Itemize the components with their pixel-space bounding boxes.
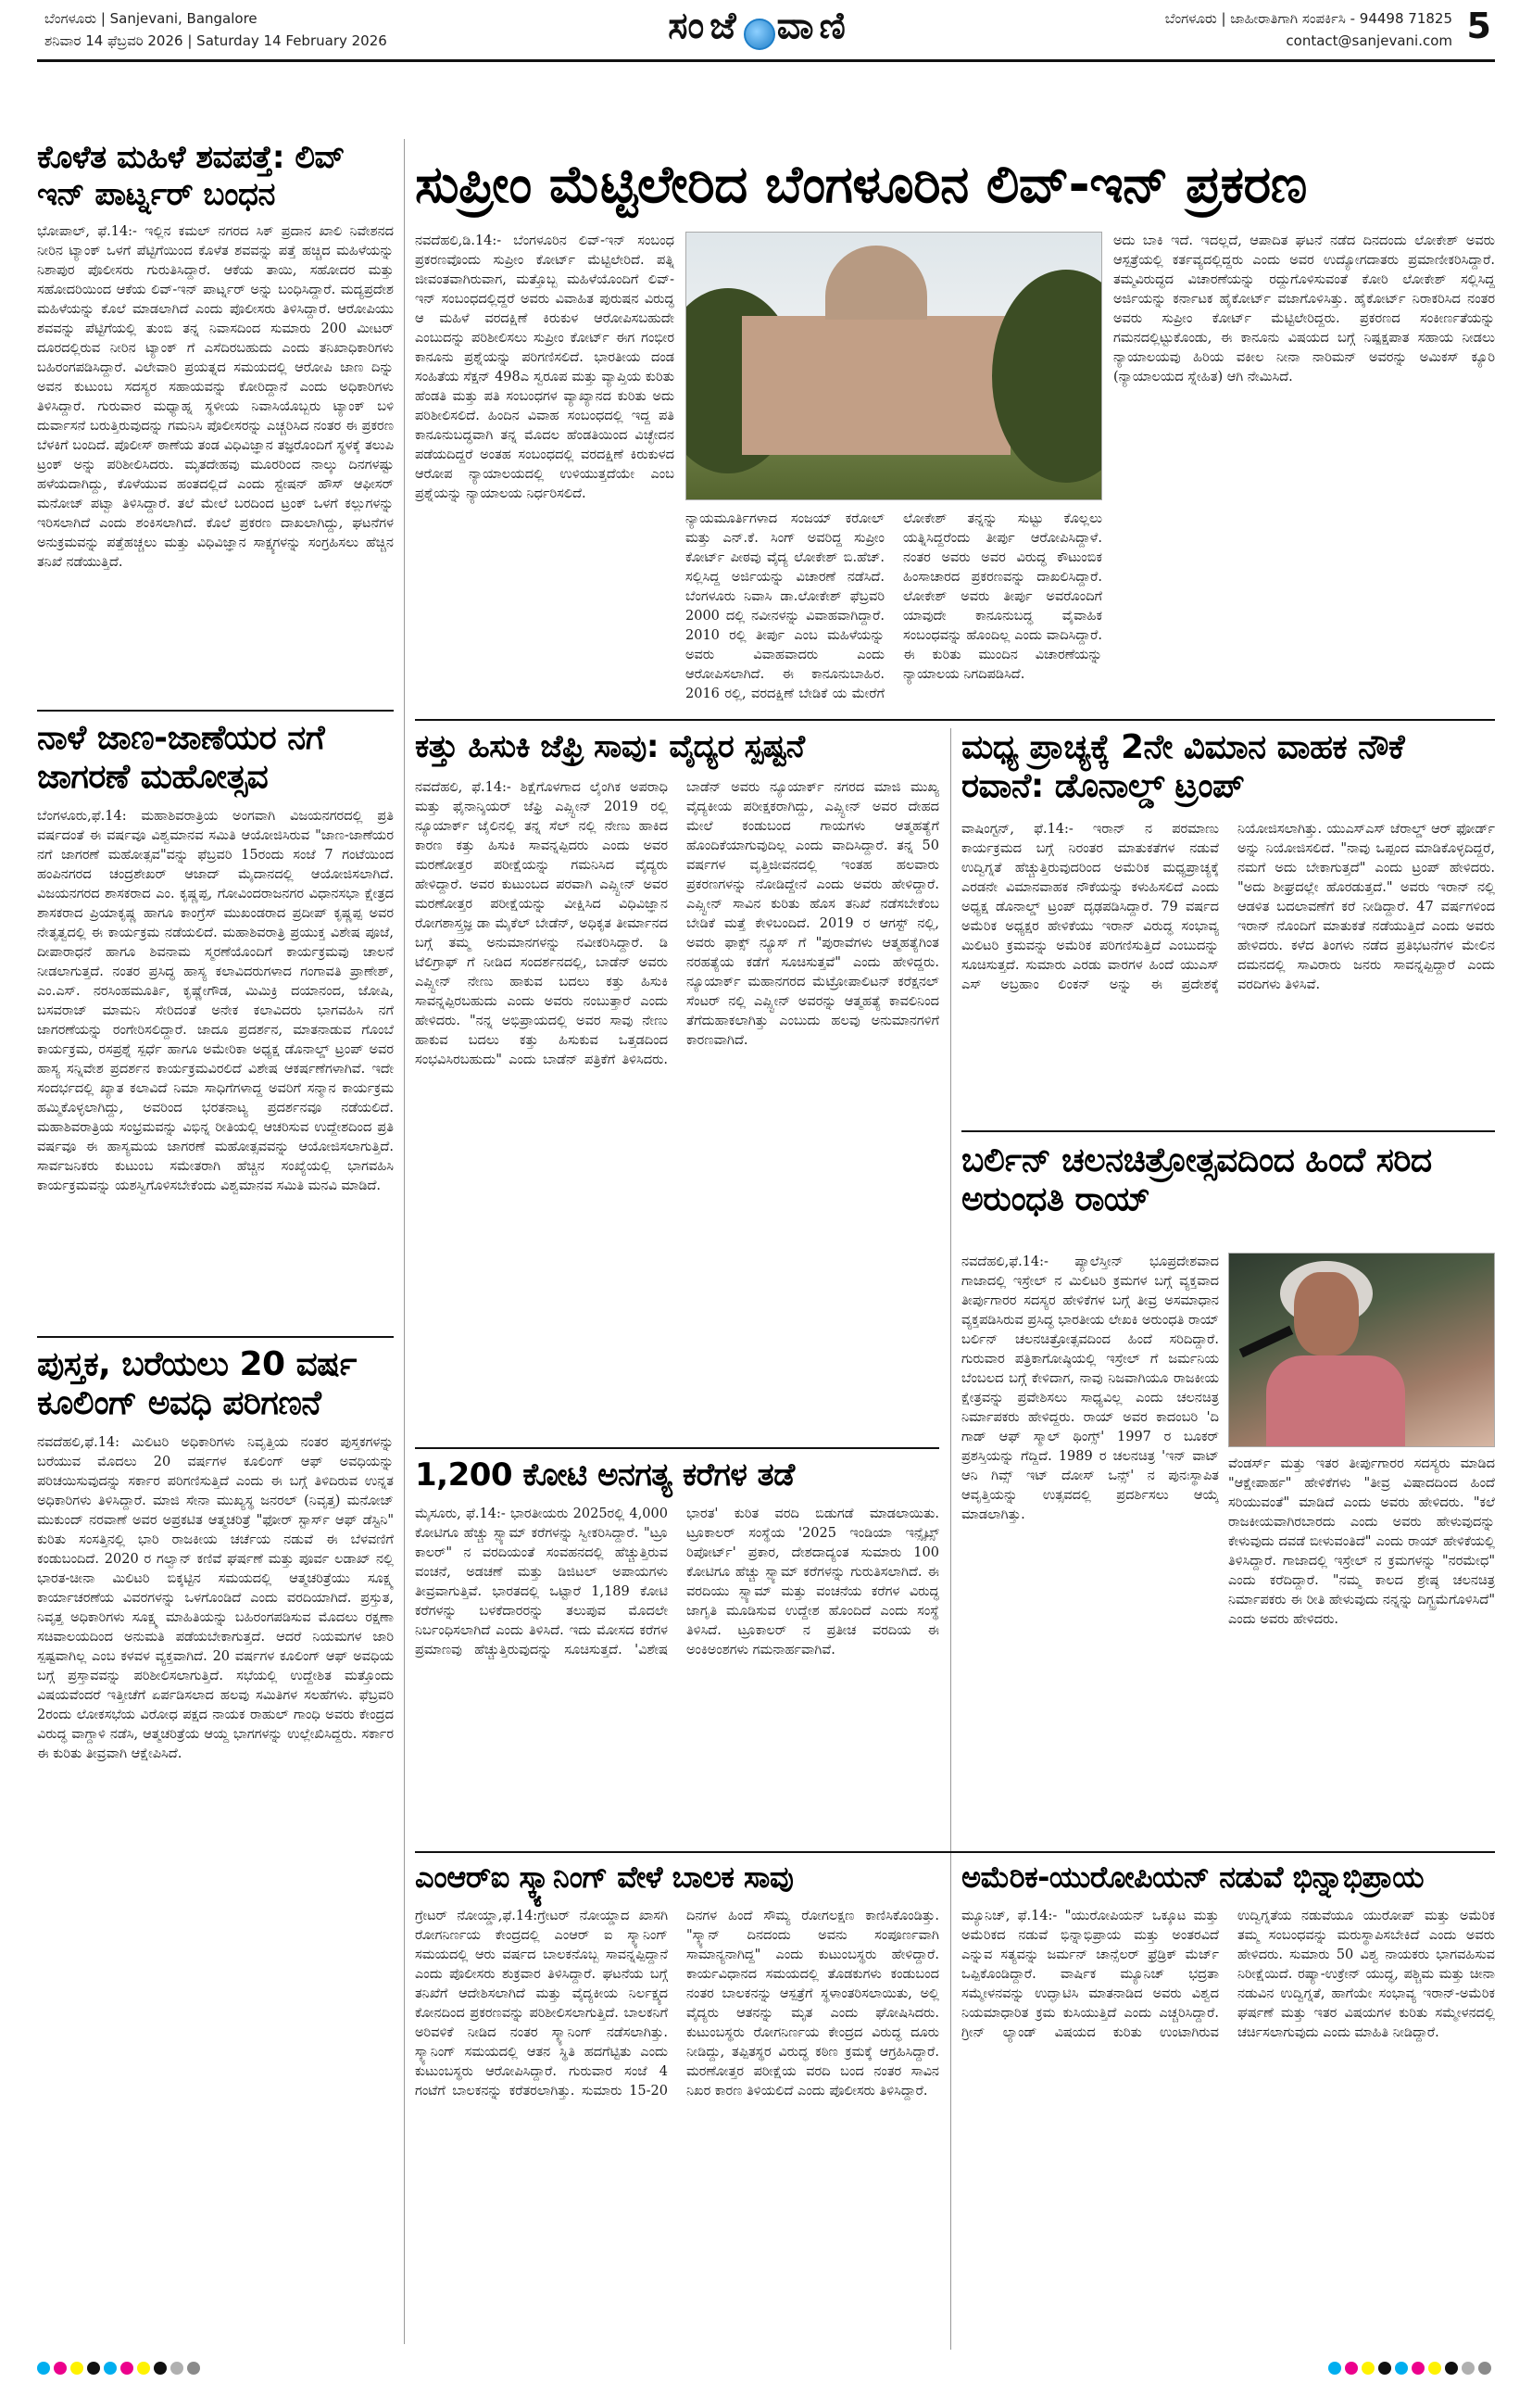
article-arundhati-headline bbox=[961, 1141, 1495, 1253]
headline: ಬರ್ಲಿನ್ ಚಲನಚಿತ್ರೋತ್ಸವದಿಂದ ಹಿಂದೆ ಸರಿದ ಅರುಂಧತಿ ರಾಯ್ bbox=[961, 1141, 1432, 1219]
masthead-rule bbox=[37, 59, 1495, 62]
divider bbox=[961, 1130, 1495, 1132]
article-live-in-col3 bbox=[1113, 232, 1495, 713]
article-calls bbox=[415, 1456, 939, 1846]
registration-dot bbox=[1345, 2362, 1358, 2375]
contact-email[interactable]: contact@sanjevani.com bbox=[1286, 32, 1452, 49]
registration-dot bbox=[137, 2362, 150, 2375]
article-body: ಮೈಸೂರು, ಫೆ.14:- ಭಾರತೀಯರು 2025ರಲ್ಲಿ 4,000 ಕೋಟಿಗೂ ಹೆಚ್ಚು ಸ್ಪ್ಯಾಮ್ ಕರೆಗಳನ್ನು ಸ್ವೀಕರಿಸಿದ್ದಾರೆ. "ಟ್ರೂ ಕಾಲರ್" ನ ವರದಿಯಂತೆ ಸಂವಹನದಲ್ಲಿ ಹೆಚ್ಚುತ್ತಿರುವ ವಂಚನೆ, ಅಡಚಣೆ ಮತ್ತು ಡಿಜಿಟಲ್ ಅಪಾಯಗಳು ತೀವ್ರವಾಗುತ್ತಿವೆ. ಭಾರತದಲ್ಲಿ ಒಟ್ಟಾರೆ 1,189 ಕೋಟಿ ಕರೆಗಳನ್ನು ಬಳಕೆದಾರರನ್ನು ತಲುಪುವ ಮೊದಲೇ ನಿರ್ಬಂಧಿಸಲಾಗಿದೆ ಎಂದು ತಿಳಿಸಿದೆ. ಇದು ಮೋಸದ ಕರೆಗಳ ಪ್ರಮಾಣವು ಹೆಚ್ಚುತ್ತಿರುವುದನ್ನು ಸೂಚಿಸುತ್ತದೆ. 'ವಿಶೇಷ ಭಾರತ' ಕುರಿತ ವರದಿ ಬಿಡುಗಡೆ ಮಾಡಲಾಯಿತು. ಟ್ರೂಕಾಲರ್ ಸಂಸ್ಥೆಯ '2025 ಇಂಡಿಯಾ ಇನ್ಸೈಟ್ಸ್ ರಿಪೋರ್ಟ್' ಪ್ರಕಾರ, ದೇಶದಾದ್ಯಂತ ಸುಮಾರು 100 ಕೋಟಿಗೂ ಹೆಚ್ಚು ಸ್ಪ್ಯಾಮ್ ಕರೆಗಳನ್ನು ಗುರುತಿಸಲಾಗಿದೆ. ಈ ವರದಿಯು ಸ್ಪ್ಯಾಮ್ ಮತ್ತು ವಂಚನೆಯ ಕರೆಗಳ ವಿರುದ್ಧ ಜಾಗೃತಿ ಮೂಡಿಸುವ ಉದ್ದೇಶ ಹೊಂದಿದೆ ಎಂದು ಸಂಸ್ಥೆ ತಿಳಿಸಿದೆ. ಟ್ರೂಕಾಲರ್ ನ ಪ್ರತೀಚ ವರದಿಯ ಈ ಅಂಕಿಅಂಶಗಳು ಗಮನಾರ್ಹವಾಗಿವೆ. bbox=[415, 1507, 939, 1658]
headline: ಕೊಳೆತ ಮಹಿಳೆ ಶವಪತ್ತೆ: ಲಿವ್ ಇನ್ ಪಾರ್ಟ್ನರ್ ಬಂಧನ bbox=[37, 139, 345, 214]
divider bbox=[37, 1336, 394, 1338]
article-body: ಅದು ಬಾಕಿ ಇದೆ. ಇದಲ್ಲದೆ, ಆಪಾದಿತ ಘಟನೆ ನಡೆದ ದಿನದಂದು ಲೋಕೇಶ್ ಅವರು ಆಸ್ಪತ್ರೆಯಲ್ಲಿ ಕರ್ತವ್ಯದಲ್ಲಿದ್ದರು ಎಂದು ಅವರ ಉದ್ಯೋಗದಾತರು ಪ್ರಮಾಣೀಕರಿಸಿದ್ದಾರೆ. ತಮ್ಮವಿರುದ್ಧದ ವಿಚಾರಣೆಯನ್ನು ರದ್ದುಗೊಳಿಸುವಂತೆ ಕೋರಿ ಲೋಕೇಶ್ ಸಲ್ಲಿಸಿದ್ದ ಅರ್ಜಿಯನ್ನು ಕರ್ನಾಟಕ ಹೈಕೋರ್ಟ್ ವಜಾಗೊಳಿಸಿತ್ತು. ಹೈಕೋರ್ಟ್ ನಿರಾಕರಿಸಿದ ನಂತರ ಅವರು ಸುಪ್ರೀಂ ಕೋರ್ಟ್ ಮೆಟ್ಟಿಲೇರಿದ್ದರು. ಪ್ರಕರಣದ ಸಂಕೀರ್ಣತೆಯನ್ನು ಗಮನದಲ್ಲಿಟ್ಟುಕೊಂಡು, ಈ ಕಾನೂನು ವಿಷಯದ ಬಗ್ಗೆ ನಿಷ್ಪಕ್ಷಪಾತ ಸಹಾಯ ನೀಡಲು ನ್ಯಾಯಾಲಯವು ಹಿರಿಯ ವಕೀಲ ನೀನಾ ನಾರಿಮನ್ ಅವರನ್ನು ಅಮಿಕಸ್ ಕ್ಯೂರಿ (ನ್ಯಾಯಾಲಯದ ಸ್ನೇಹಿತ) ಆಗಿ ನೇಮಿಸಿದೆ. bbox=[1113, 233, 1495, 385]
divider bbox=[415, 1851, 1495, 1853]
article-body: ನವದೆಹಲಿ, ಫೆ.14:- ಶಿಕ್ಷೆಗೊಳಗಾದ ಲೈಂಗಿಕ ಅಪರಾಧಿ ಮತ್ತು ಫೈನಾನ್ಶಿಯರ್ ಜೆಫ್ರಿ ಎಪ್ಸ್ಟೀನ್ 2019 ರಲ್ಲಿ ನ್ಯೂಯಾರ್ಕ್ ಜೈಲಿನಲ್ಲಿ ತನ್ನ ಸೆಲ್ ನಲ್ಲಿ ನೇಣು ಹಾಕಿದ ಕಾರಣ ಕತ್ತು ಹಿಸುಕಿ ಸಾವನ್ನಪ್ಪಿದರು ಎಂದು ಅವರ ಮರಣೋತ್ತರ ಪರೀಕ್ಷೆಯನ್ನು ಗಮನಿಸಿದ ವೈದ್ಯರು ಹೇಳಿದ್ದಾರೆ. ಅವರ ಕುಟುಂಬದ ಪರವಾಗಿ ಎಪ್ಸ್ಟೀನ್ ಅವರ ಮರಣೋತ್ತರ ಪರೀಕ್ಷೆಯನ್ನು ವೀಕ್ಷಿಸಿದ ವಿಧಿವಿಜ್ಞಾನ ರೋಗಶಾಸ್ತ್ರಜ್ಞ ಡಾ ಮೈಕೆಲ್ ಬೇಡೆನ್, ಅಧಿಕೃತ ತೀರ್ಮಾನದ ಬಗ್ಗೆ ತಮ್ಮ ಅನುಮಾನಗಳನ್ನು ನವೀಕರಿಸಿದ್ದಾರೆ. ಡಿ ಟೆಲಿಗ್ರಾಫ್ ಗೆ ನೀಡಿದ ಸಂದರ್ಶನದಲ್ಲಿ, ಬಾಡೆನ್ ಅವರು ಎಪ್ಸ್ಟೀನ್ ನೇಣು ಹಾಕುವ ಬದಲು ಕತ್ತು ಹಿಸುಕಿ ಸಾವನ್ನಪ್ಪಿರಬಹುದು ಎಂದು ಅವರು ನಂಬುತ್ತಾರೆ ಎಂದು ಹೇಳಿದರು. "ನನ್ನ ಅಭಿಪ್ರಾಯದಲ್ಲಿ ಅವರ ಸಾವು ನೇಣು ಹಾಕುವ ಬದಲು ಕತ್ತು ಹಿಸುಕುವ ಒತ್ತಡದಿಂದ ಸಂಭವಿಸಿರಬಹುದು" ಎಂದು ಬಾಡೆನ್ ಪತ್ರಿಕೆಗೆ ತಿಳಿಸಿದರು. ಬಾಡೆನ್ ಅವರು ನ್ಯೂಯಾರ್ಕ್ ನಗರದ ಮಾಜಿ ಮುಖ್ಯ ವೈದ್ಯಕೀಯ ಪರೀಕ್ಷಕರಾಗಿದ್ದು, ಎಪ್ಸ್ಟೀನ್ ಅವರ ದೇಹದ ಮೇಲೆ ಕಂಡುಬಂದ ಗಾಯಗಳು ಆತ್ಮಹತ್ಯೆಗೆ ಹೊಂದಿಕೆಯಾಗುವುದಿಲ್ಲ ಎಂದು ವಾದಿಸಿದ್ದಾರೆ. ತನ್ನ 50 ವರ್ಷಗಳ ವೃತ್ತಿಜೀವನದಲ್ಲಿ ಇಂತಹ ಹಲವಾರು ಪ್ರಕರಣಗಳನ್ನು ನೋಡಿದ್ದೇನೆ ಎಂದು ಅವರು ಹೇಳಿದ್ದಾರೆ. ಎಪ್ಸ್ಟೀನ್ ಸಾವಿನ ಕುರಿತು ಹೊಸ ತನಿಖೆ ನಡೆಸಬೇಕೆಂಬ ಬೇಡಿಕೆ ಮತ್ತೆ ಕೇಳಿಬಂದಿದೆ. 2019 ರ ಆಗಸ್ಟ್ ನಲ್ಲಿ, ಅವರು ಫಾಕ್ಸ್ ನ್ಯೂಸ್ ಗೆ "ಪುರಾವೆಗಳು ಆತ್ಮಹತ್ಯೆಗಿಂತ ನರಹತ್ಯೆಯ ಕಡೆಗೆ ಸೂಚಿಸುತ್ತವೆ" ಎಂದು ಹೇಳಿದ್ದರು. ನ್ಯೂಯಾರ್ಕ್ ಮಹಾನಗರದ ಮೆಟ್ರೋಪಾಲಿಟನ್ ಕರೆಕ್ಷನಲ್ ಸೆಂಟರ್ ನಲ್ಲಿ ಎಪ್ಸ್ಟೀನ್ ಅವರನ್ನು ಆತ್ಮಹತ್ಯೆ ಕಾವಲಿನಿಂದ ತೆಗೆದುಹಾಕಲಾಗಿತ್ತು ಎಂಬುದು ಹಲವು ಅನುಮಾನಗಳಿಗೆ ಕಾರಣವಾಗಿದೆ. bbox=[415, 780, 939, 1068]
article-arundhati-col1 bbox=[961, 1253, 1219, 1846]
arundhati-roy-photo bbox=[1228, 1253, 1495, 1447]
article-books bbox=[37, 1345, 394, 2346]
article-body: ನವದೆಹಲಿ,ಫೆ.14:- ಪ್ಯಾಲೆಸ್ತೀನ್ ಭೂಪ್ರದೇಶವಾದ ಗಾಜಾದಲ್ಲಿ ಇಸ್ರೇಲ್ ನ ಮಿಲಿಟರಿ ಕ್ರಮಗಳ ಬಗ್ಗೆ ವ್ಯಕ್ತವಾದ ತೀರ್ಪುಗಾರರ ಸದಸ್ಯರ ಹೇಳಿಕೆಗಳ ಬಗ್ಗೆ ತೀವ್ರ ಅಸಮಾಧಾನ ವ್ಯಕ್ತಪಡಿಸಿರುವ ಪ್ರಸಿದ್ಧ ಭಾರತೀಯ ಲೇಖಕಿ ಅರುಂಧತಿ ರಾಯ್ ಬರ್ಲಿನ್ ಚಲನಚಿತ್ರೋತ್ಸವದಿಂದ ಹಿಂದೆ ಸರಿದಿದ್ದಾರೆ. ಗುರುವಾರ ಪತ್ರಿಕಾಗೋಷ್ಠಿಯಲ್ಲಿ ಇಸ್ರೇಲ್ ಗೆ ಜರ್ಮನಿಯ ಬೆಂಬಲದ ಬಗ್ಗೆ ಕೇಳಿದಾಗ, ನಾವು ನಿಜವಾಗಿಯೂ ರಾಜಕೀಯ ಕ್ಷೇತ್ರವನ್ನು ಪ್ರವೇಶಿಸಲು ಸಾಧ್ಯವಿಲ್ಲ ಎಂದು ಚಲನಚಿತ್ರ ನಿರ್ಮಾಪಕರು ಹೇಳಿದ್ದರು. ರಾಯ್ ಅವರ ಕಾದಂಬರಿ 'ದಿ ಗಾಡ್ ಆಫ್ ಸ್ಮಾಲ್ ಥಿಂಗ್ಸ್' 1997 ರ ಬೂಕರ್ ಪ್ರಶಸ್ತಿಯನ್ನು ಗೆದ್ದಿದೆ. 1989 ರ ಚಲನಚಿತ್ರ 'ಇನ್ ವಾಟ್ ಆನಿ ಗಿವ್ಸ್ ಇಟ್ ದೋಸ್ ಒನ್ಸ್' ನ ಪುನಃಸ್ಥಾಪಿತ ಆವೃತ್ತಿಯನ್ನು ಉತ್ಸವದಲ್ಲಿ ಪ್ರದರ್ಶಿಸಲು ಆಯ್ಕೆ ಮಾಡಲಾಗಿತ್ತು. bbox=[961, 1254, 1219, 1522]
article-arundhati-col2 bbox=[1228, 1455, 1495, 1846]
article-live-in-col1 bbox=[415, 232, 674, 713]
headline: ಕತ್ತು ಹಿಸುಕಿ ಜೆಫ್ರಿ ಸಾವು: ವೈದ್ಯರ ಸ್ಪಷ್ಟನೆ bbox=[415, 728, 805, 765]
article-body: ನವದೆಹಲಿ,ಡಿ.14:- ಬೆಂಗಳೂರಿನ ಲಿವ್-ಇನ್ ಸಂಬಂಧ ಪ್ರಕರಣವೊಂದು ಸುಪ್ರೀಂ ಕೋರ್ಟ್ ಮೆಟ್ಟಿಲೇರಿದೆ. ಪತ್ನಿ ಜೀವಂತವಾಗಿರುವಾಗ, ಮತ್ತೊಬ್ಬ ಮಹಿಳೆಯೊಂದಿಗೆ ಲಿವ್-ಇನ್ ಸಂಬಂಧದಲ್ಲಿದ್ದರೆ ಅವರು ವಿವಾಹಿತ ಪುರುಷನ ವಿರುದ್ಧ ಆ ಮಹಿಳೆ ವರದಕ್ಷಿಣೆ ಕಿರುಕುಳ ಆರೋಪಿಸಬಹುದೇ ಎಂಬುದನ್ನು ಪರಿಶೀಲಿಸಲು ಸುಪ್ರೀಂ ಕೋರ್ಟ್ ಈಗ ಗಂಭೀರ ಕಾನೂನು ಪ್ರಶ್ನೆಯನ್ನು ಪರಿಗಣಿಸಲಿದೆ. ಭಾರತೀಯ ದಂಡ ಸಂಹಿತೆಯ ಸೆಕ್ಷನ್ 498ಎ ಸ್ವರೂಪ ಮತ್ತು ವ್ಯಾಪ್ತಿಯ ಕುರಿತು ಹೆಂಡತಿ ಮತ್ತು ಪತಿ ಸಂಬಂಧಗಳ ವ್ಯಾಖ್ಯಾನದ ಕುರಿತು ಅದು ಪರಿಶೀಲಿಸಲಿದೆ. ಹಿಂದಿನ ವಿವಾಹ ಸಂಬಂಧದಲ್ಲಿ ಇದ್ದ ಪತಿ ಕಾನೂನುಬದ್ಧವಾಗಿ ತನ್ನ ಮೊದಲ ಹೆಂಡತಿಯಿಂದ ವಿಚ್ಛೇದನ ಪಡೆಯದಿದ್ದರೆ ಅಂತಹ ಸಂಬಂಧದಲ್ಲಿ ವರದಕ್ಷಿಣೆ ಕಿರುಕುಳದ ಆರೋಪ ನ್ಯಾಯಾಲಯದಲ್ಲಿ ಉಳಿಯುತ್ತದೆಯೇ ಎಂಬ ಪ್ರಶ್ನೆಯನ್ನು ನ್ಯಾಯಾಲಯ ನಿರ್ಧರಿಸಲಿದೆ. bbox=[415, 233, 674, 501]
color-registration-right bbox=[1328, 2361, 1495, 2378]
page-number: 5 bbox=[1466, 6, 1491, 46]
divider bbox=[415, 1447, 939, 1449]
registration-dot bbox=[187, 2362, 200, 2375]
article-jeffrey bbox=[415, 728, 939, 1442]
registration-dot bbox=[37, 2362, 50, 2375]
registration-dot bbox=[1462, 2362, 1475, 2375]
registration-dot bbox=[104, 2362, 117, 2375]
registration-dot bbox=[1445, 2362, 1458, 2375]
city-label: ಬೆಂಗಳೂರು bbox=[44, 10, 97, 27]
headline: 1,200 ಕೋಟಿ ಅನಗತ್ಯ ಕರೆಗಳ ತಡೆ bbox=[415, 1456, 795, 1494]
article-body: ಭೋಪಾಲ್, ಫೆ.14:- ಇಲ್ಲಿನ ಕಮಲ್ ನಗರದ ಸಿಕ್ ಪ್ರದಾನ ಖಾಲಿ ನಿವೇಶನದ ನೀರಿನ ಟ್ಯಾಂಕ್ ಒಳಗೆ ಪೆಟ್ಟಿಗೆಯಿಂದ ಕೊಳೆತ ಶವವನ್ನು ಪತ್ತೆ ಹಚ್ಚಿದ ಮಹಿಳೆಯನ್ನು ನಿಶಾಪುರ ಪೊಲೀಸರು ಗುರುತಿಸಿದ್ದಾರೆ. ಆಕೆಯ ತಾಯಿ, ಸಹೋದರ ಮತ್ತು ಸಹೋದರಿಯಿಂದ ಆಕೆಯ ಲಿವ್-ಇನ್ ಪಾರ್ಟ್ನರ್ ಅನ್ನು ಬಂಧಿಸಿದ್ದಾರೆ. ಮದ್ಯಪ್ರದೇಶ ಮಹಿಳೆಯನ್ನು ಕೊಲೆ ಮಾಡಲಾಗಿದೆ ಎಂದು ಪೊಲೀಸರು ತಿಳಿಸಿದ್ದಾರೆ. ಆರೋಪಿಯು ಶವವನ್ನು ಪೆಟ್ಟಿಗೆಯಲ್ಲಿ ತುಂಬಿ ತನ್ನ ನಿವಾಸದಿಂದ ಸುಮಾರು 200 ಮೀಟರ್ ದೂರದಲ್ಲಿರುವ ನೀರಿನ ಟ್ಯಾಂಕ್ ಗೆ ಎಸೆದಿರಬಹುದು ಎಂದು ತನಿಖಾಧಿಕಾರಿಗಳು ಬಹಿರಂಗಪಡಿಸಿದ್ದಾರೆ. ವಿಲೇವಾರಿ ಪ್ರಯತ್ನದ ಸಮಯದಲ್ಲಿ ಆರೋಪಿ ಜಾಣ ದಿನ್ನು ಅವನ ಕುಟುಂಬ ಸದಸ್ಯರ ಸಹಾಯವನ್ನು ಕೋರಿದ್ದಾನೆ ಎಂದು ಅಧಿಕಾರಿಗಳು ತಿಳಿಸಿದ್ದಾರೆ. ಗುರುವಾರ ಮಧ್ಯಾಹ್ನ ಸ್ಥಳೀಯ ನಿವಾಸಿಯೊಬ್ಬರು ಟ್ಯಾಂಕ್ ಬಳಿ ದುರ್ವಾಸನೆ ಬರುತ್ತಿರುವುದನ್ನು ಗಮನಿಸಿ ಪೊಲೀಸರನ್ನು ಎಚ್ಚರಿಸಿದ ನಂತರ ಈ ಪ್ರಕರಣ ಬೆಳಕಿಗೆ ಬಂದಿದೆ. ಪೊಲೀಸ್ ಠಾಣೆಯ ತಂಡ ವಿಧಿವಿಜ್ಞಾನ ತಜ್ಞರೊಂದಿಗೆ ಸ್ಥಳಕ್ಕೆ ತಲುಪಿ ಟ್ರಂಕ್ ಅನ್ನು ಪರಿಶೀಲಿಸಿದರು. ಮೃತದೇಹವು ಮೂರರಿಂದ ನಾಲ್ಕು ದಿನಗಳಷ್ಟು ಹಳೆಯದಾಗಿದ್ದು, ಕೊಳೆಯುವ ಹಂತದಲ್ಲಿದೆ ಎಂದು ಸ್ಟೇಷನ್ ಹೌಸ್ ಆಫೀಸರ್ ಮನೋಜ್ ಪಟ್ವಾ ತಿಳಿಸಿದ್ದಾರೆ. ತಲೆ ಮೇಲೆ ಬರದಿಂದ ಟ್ರಂಕ್ ಒಳಗೆ ಕಲ್ಲುಗಳನ್ನು ಇರಿಸಲಾಗಿದೆ ಎಂದು ಶಂಕಿಸಲಾಗಿದೆ. ಕೊಲೆ ಪ್ರಕರಣ ದಾಖಲಾಗಿದ್ದು, ಘಟನೆಗಳ ಅನುಕ್ರಮವನ್ನು ಪತ್ತೆಹಚ್ಚಲು ಮತ್ತು ವಿಧಿವಿಜ್ಞಾನ ಸಾಕ್ಷ್ಯಗಳನ್ನು ಸಂಗ್ರಹಿಸಲು ಹೆಚ್ಚಿನ ತನಿಖೆ ನಡೆಯುತ್ತಿದೆ. bbox=[37, 224, 394, 571]
headline: ಪುಸ್ತಕ, ಬರೆಯಲು 20 ವರ್ಷ ಕೂಲಿಂಗ್ ಅವಧಿ ಪರಿಗಣನೆ bbox=[37, 1345, 357, 1423]
microphone-icon bbox=[1239, 1326, 1294, 1357]
divider bbox=[37, 710, 394, 712]
headline: ಅಮೆರಿಕ-ಯುರೋಪಿಯನ್ ನಡುವೆ ಭಿನ್ನಾಭಿಪ್ರಾಯ bbox=[961, 1860, 1424, 1895]
headline: ಮಧ್ಯ ಪ್ರಾಚ್ಯಕ್ಕೆ 2ನೇ ವಿಮಾನ ವಾಹಕ ನೌಕೆ ರವಾನೆ: ಡೊನಾಲ್ಡ್ ಟ್ರಂಪ್ bbox=[961, 728, 1405, 806]
face-shape bbox=[1294, 1272, 1359, 1355]
column-rule bbox=[950, 728, 951, 2350]
date-english: | Saturday 14 February 2026 bbox=[187, 32, 387, 49]
masthead-left bbox=[44, 7, 387, 52]
lead-headline-area bbox=[415, 139, 1495, 232]
article-body: ನವದೆಹಲಿ,ಫೆ.14: ಮಿಲಿಟರಿ ಅಧಿಕಾರಿಗಳು ನಿವೃತ್ತಿಯ ನಂತರ ಪುಸ್ತಕಗಳನ್ನು ಬರೆಯುವ ಮೊದಲು 20 ವರ್ಷಗಳ ಕೂಲಿಂಗ್ ಆಫ್ ಅವಧಿಯನ್ನು ಪರಿಚಯಿಸುವುದನ್ನು ಸರ್ಕಾರ ಪರಿಗಣಿಸುತ್ತಿದೆ ಎಂದು ಈ ಬಗ್ಗೆ ತಿಳಿದಿರುವ ಉನ್ನತ ಅಧಿಕಾರಿಗಳು ತಿಳಿಸಿದ್ದಾರೆ. ಮಾಜಿ ಸೇನಾ ಮುಖ್ಯಸ್ಥ ಜನರಲ್ (ನಿವೃತ್ತ) ಮನೋಜ್ ಮುಕುಂದ್ ನರವಾಣೆ ಅವರ ಅಪ್ರಕಟಿತ ಆತ್ಮಚರಿತ್ರೆ "ಫೋರ್ ಸ್ಟಾರ್ಸ್ ಆಫ್ ಡೆಸ್ಟಿನಿ" ಕುರಿತು ಸಂಸತ್ತಿನಲ್ಲಿ ಭಾರಿ ರಾಜಕೀಯ ಚರ್ಚೆಯ ನಡುವೆ ಈ ಬೆಳವಣಿಗೆ ಕಂಡುಬಂದಿದೆ. 2020 ರ ಗಲ್ವಾನ್ ಕಣಿವೆ ಘರ್ಷಣೆ ಮತ್ತು ಪೂರ್ವ ಲಡಾಖ್ ನಲ್ಲಿ ಭಾರತ-ಚೀನಾ ಮಿಲಿಟರಿ ಬಿಕ್ಕಟ್ಟಿನ ಸಮಯದಲ್ಲಿ ಆತ್ಮಚರಿತ್ರೆಯು ಸೂಕ್ಷ್ಮ ಕಾರ್ಯಾಚರಣೆಯ ವಿವರಗಳನ್ನು ಒಳಗೊಂಡಿದೆ ಎಂದು ವರದಿಯಾಗಿದೆ. ಪ್ರಸ್ತುತ, ನಿವೃತ್ತ ಅಧಿಕಾರಿಗಳು ಸೂಕ್ಷ್ಮ ಮಾಹಿತಿಯನ್ನು ಬಹಿರಂಗಪಡಿಸುವ ಮೊದಲು ರಕ್ಷಣಾ ಸಚಿವಾಲಯದಿಂದ ಅನುಮತಿ ಪಡೆಯಬೇಕಾಗುತ್ತದೆ. ಆದರೆ ನಿಯಮಗಳ ಜಾರಿ ಸ್ಪಷ್ಟವಾಗಿಲ್ಲ ಎಂಬ ಕಳವಳ ವ್ಯಕ್ತವಾಗಿದೆ. 20 ವರ್ಷಗಳ ಕೂಲಿಂಗ್ ಆಫ್ ಅವಧಿಯ ಬಗ್ಗೆ ಪ್ರಸ್ತಾವವನ್ನು ಪರಿಶೀಲಿಸಲಾಗುತ್ತಿದೆ. ಸಭೆಯಲ್ಲಿ ಉದ್ದೇಶಿತ ಮತ್ತೊಂದು ವಿಷಯವೆಂದರೆ ಇತ್ತೀಚೆಗೆ ಏರ್ಪಡಿಸಲಾದ ಹಲವು ಸಮಿತಿಗಳ ಸಲಹೆಗಳು. ಫೆಬ್ರವರಿ 2ರಂದು ಲೋಕಸಭೆಯ ವಿರೋಧ ಪಕ್ಷದ ನಾಯಕ ರಾಹುಲ್ ಗಾಂಧಿ ಅವರು ಕೇಂದ್ರದ ವಿರುದ್ಧ ವಾಗ್ದಾಳಿ ನಡೆಸಿ, ಆತ್ಮಚರಿತ್ರೆಯ ಆಯ್ದ ಭಾಗಗಳನ್ನು ಉಲ್ಲೇಖಿಸಿದ್ದರು. ಸರ್ಕಾರ ಈ ಕುರಿತು ತೀವ್ರವಾಗಿ ಆಕ್ಷೇಪಿಸಿದೆ. bbox=[37, 1434, 394, 1761]
registration-dot bbox=[120, 2362, 133, 2375]
brand-logo bbox=[519, 4, 1000, 50]
article-mri bbox=[415, 1860, 939, 2347]
paper-name: | Sanjevani, Bangalore bbox=[100, 10, 257, 27]
masthead bbox=[0, 0, 1532, 89]
article-bhopal bbox=[37, 139, 394, 704]
registration-dot bbox=[170, 2362, 183, 2375]
brand-part-1: ಸಂಜೆ bbox=[668, 4, 742, 47]
registration-dot bbox=[1478, 2362, 1491, 2375]
headline: ಎಂಆರ್‌ಐ ಸ್ಕ್ಯಾನಿಂಗ್ ವೇಳೆ ಬಾಲಕ ಸಾವು bbox=[415, 1860, 794, 1895]
headline: ನಾಳೆ ಜಾಣ-ಜಾಣೆಯರ ನಗೆ ಜಾಗರಣೆ ಮಹೋತ್ಸವ bbox=[37, 719, 325, 797]
registration-dot bbox=[154, 2362, 167, 2375]
registration-dot bbox=[1378, 2362, 1391, 2375]
registration-dot bbox=[1428, 2362, 1441, 2375]
article-body: ನ್ಯಾಯಮೂರ್ತಿಗಳಾದ ಸಂಜಯ್ ಕರೋಲ್ ಮತ್ತು ಎನ್.ಕೆ. ಸಿಂಗ್ ಅವರಿದ್ದ ಸುಪ್ರೀಂ ಕೋರ್ಟ್ ಪೀಠವು ವೈದ್ಯ ಲೋಕೇಶ್ ಬಿ.ಹೆಚ್. ಸಲ್ಲಿಸಿದ್ದ ಅರ್ಜಿಯನ್ನು ವಿಚಾರಣೆ ನಡೆಸಿದೆ. ಬೆಂಗಳೂರು ನಿವಾಸಿ ಡಾ.ಲೋಕೇಶ್ ಫೆಬ್ರವರಿ 2000 ದಲ್ಲಿ ನವೀನಳನ್ನು ವಿವಾಹವಾಗಿದ್ದಾರೆ. 2010 ರಲ್ಲಿ ತೀರ್ಪು ಎಂಬ ಮಹಿಳೆಯನ್ನು ಅವರು ವಿವಾಹವಾದರು ಎಂದು ಆರೋಪಿಸಲಾಗಿದೆ. ಈ ಕಾನೂನುಬಾಹಿರ. 2016 ರಲ್ಲಿ, ವರದಕ್ಷಿಣೆ ಬೇಡಿಕೆ ಯ ಮೇರೆಗೆ ಲೋಕೇಶ್ ತನ್ನನ್ನು ಸುಟ್ಟು ಕೊಲ್ಲಲು ಯತ್ನಿಸಿದ್ದರೆಂದು ತೀರ್ಪು ಆರೋಪಿಸಿದ್ದಾಳೆ. ನಂತರ ಅವರು ಅವರ ವಿರುದ್ಧ ಕೌಟುಂಬಿಕ ಹಿಂಸಾಚಾರದ ಪ್ರಕರಣವನ್ನು ದಾಖಲಿಸಿದ್ದಾರೆ. ಲೋಕೇಶ್ ಅವರು ತೀರ್ಪು ಅವರೊಂದಿಗೆ ಯಾವುದೇ ಕಾನೂನುಬದ್ಧ ವೈವಾಹಿಕ ಸಂಬಂಧವನ್ನು ಹೊಂದಿಲ್ಲ ಎಂದು ವಾದಿಸಿದ್ದಾರೆ. ಈ ಕುರಿತು ಮುಂದಿನ ವಿಚಾರಣೆಯನ್ನು ನ್ಯಾಯಾಲಯ ನಿಗದಿಪಡಿಸಿದೆ. bbox=[685, 511, 1102, 701]
building-shape bbox=[742, 316, 1011, 455]
masthead-right bbox=[1165, 7, 1452, 52]
globe-icon bbox=[744, 19, 775, 50]
article-body: ಬೆಂಗಳೂರು,ಫೆ.14: ಮಹಾಶಿವರಾತ್ರಿಯ ಅಂಗವಾಗಿ ವಿಜಯನಗರದಲ್ಲಿ ಪ್ರತಿ ವರ್ಷದಂತೆ ಈ ವರ್ಷವೂ ವಿಶ್ವಮಾನವ ಸಮಿತಿ ಆಯೋಜಿಸಿರುವ "ಜಾಣ-ಜಾಣೆಯರ ನಗೆ ಜಾಗರಣೆ ಮಹೋತ್ಸವ"ವನ್ನು ಫೆಬ್ರವರಿ 15ರಂದು ಸಂಜೆ 7 ಗಂಟೆಯಿಂದ ಹಂಪಿನಗರದ ಚಂದ್ರಶೇಖರ್ ಆಜಾದ್ ಮೈದಾನದಲ್ಲಿ ಆಯೋಜಿಸಲಾಗಿದೆ. ವಿಜಯನಗರದ ಶಾಸಕರಾದ ಎಂ. ಕೃಷ್ಣಪ್ಪ, ಗೋವಿಂದರಾಜನಗರ ವಿಧಾನಸಭಾ ಕ್ಷೇತ್ರದ ಶಾಸಕರಾದ ಪ್ರಿಯಾಕೃಷ್ಣ ಹಾಗೂ ಕಾಂಗ್ರೆಸ್ ಮುಖಂಡರಾದ ಪ್ರದೀಪ್ ಕೃಷ್ಣಪ್ಪ ಅವರ ನೇತೃತ್ವದಲ್ಲಿ ಈ ಕಾರ್ಯಕ್ರಮ ನಡೆಯಲಿದೆ. ಮಹಾಶಿವರಾತ್ರಿ ಪ್ರಯುಕ್ತ ವಿಶೇಷ ಪೂಜೆ, ದೀಪಾರಾಧನೆ ಹಾಗೂ ಶಿವನಾಮ ಸ್ಮರಣೆಯೊಂದಿಗೆ ಕಾರ್ಯಕ್ರಮವು ಚಾಲನೆ ನೀಡಲಾಗುತ್ತದೆ. ನಂತರ ಪ್ರಸಿದ್ಧ ಹಾಸ್ಯ ಕಲಾವಿದರುಗಳಾದ ಗಂಗಾವತಿ ಪ್ರಾಣೇಶ್, ಎಂ.ಎಸ್. ನರಸಿಂಹಮೂರ್ತಿ, ಕೃಷ್ಣೇಗೌಡ, ಮಿಮಿಕ್ರಿ ದಯಾನಂದ, ಜೋಷಿ, ಬಸವರಾಜ್ ಮಾಮನಿ ಸೇರಿದಂತೆ ಅನೇಕ ಕಲಾವಿದರು ಭಾಗವಹಿಸಿ ನಗೆ ಜಾಗರಣೆಯನ್ನು ರಂಗೇರಿಸಲಿದ್ದಾರೆ. ಜಾದೂ ಪ್ರದರ್ಶನ, ಮಾತನಾಡುವ ಗೊಂಬೆ ಕಾರ್ಯಕ್ರಮ, ರಸಪ್ರಶ್ನೆ ಸ್ಪರ್ಧೆ ಹಾಗೂ ಅಮೇರಿಕಾ ಅಧ್ಯಕ್ಷ ಡೊನಾಲ್ಡ್ ಟ್ರಂಪ್ ಅವರ ಹಾಸ್ಯ ಸನ್ನಿವೇಶ ಪ್ರದರ್ಶನ ಕಾರ್ಯಕ್ರಮವಿರಲಿದೆ ವಿಶೇಷ ಆಕರ್ಷಣೆಗಳಾಗಿವೆ. ಇದೇ ಸಂದರ್ಭದಲ್ಲಿ ಖ್ಯಾತ ಕಲಾವಿದೆ ನಿಮಾ ಸಾಧಿಗೆಗಳಾದ್ದ ಅವರಿಗೆ ಸನ್ಮಾನ ಕಾರ್ಯಕ್ರಮ ಹಮ್ಮಿಕೊಳ್ಳಲಾಗಿದ್ದು, ಅವರಿಂದ ಭರತನಾಟ್ಯ ಪ್ರದರ್ಶನವೂ ನಡೆಯಲಿದೆ. ಮಹಾಶಿವರಾತ್ರಿಯ ಸಂಭ್ರಮವನ್ನು ವಿಭಿನ್ನ ರೀತಿಯಲ್ಲಿ ಆಚರಿಸುವ ಉದ್ದೇಶದಿಂದ ಪ್ರತಿ ವರ್ಷವೂ ಈ ಹಾಸ್ಯಮಯ ಜಾಗರಣೆ ಮಹೋತ್ಸವವನ್ನು ಆಯೋಜಿಸಲಾಗುತ್ತಿದೆ. ಸಾರ್ವಜನಿಕರು ಕುಟುಂಬ ಸಮೇತರಾಗಿ ಹೆಚ್ಚಿನ ಸಂಖ್ಯೆಯಲ್ಲಿ ಭಾಗವಹಿಸಿ ಕಾರ್ಯಕ್ರಮವನ್ನು ಯಶಸ್ವಿಗೊಳಿಸಬೇಕೆಂದು ವಿಶ್ವಮಾನವ ಸಮಿತಿ ಮನವಿ ಮಾಡಿದೆ. bbox=[37, 808, 394, 1193]
article-body: ಮ್ಯೂನಿಚ್, ಫೆ.14:- "ಯುರೋಪಿಯನ್ ಒಕ್ಕೂಟ ಮತ್ತು ಅಮೆರಿಕದ ನಡುವೆ ಭಿನ್ನಾಭಿಪ್ರಾಯ ಮತ್ತು ಅಂತರವಿದೆ ಎನ್ನುವ ಸತ್ಯವನ್ನು ಜರ್ಮನ್ ಚಾನ್ಸೆಲರ್ ಫ್ರೆಡ್ರಿಕ್ ಮೆರ್ಜ್ ಒಪ್ಪಿಕೊಂಡಿದ್ದಾರೆ. ವಾರ್ಷಿಕ ಮ್ಯೂನಿಚ್ ಭದ್ರತಾ ಸಮ್ಮೇಳನವನ್ನು ಉದ್ಘಾಟಿಸಿ ಮಾತನಾಡಿದ ಅವರು ವಿಶ್ವದ ನಿಯಮಾಧಾರಿತ ಕ್ರಮ ಕುಸಿಯುತ್ತಿದೆ ಎಂದು ಎಚ್ಚರಿಸಿದ್ದಾರೆ. ಗ್ರೀನ್ ಲ್ಯಾಂಡ್ ವಿಷಯದ ಕುರಿತು ಉಂಟಾಗಿರುವ ಉದ್ವಿಗ್ನತೆಯ ನಡುವೆಯೂ ಯುರೋಪ್ ಮತ್ತು ಅಮೆರಿಕ ತಮ್ಮ ಸಂಬಂಧವನ್ನು ಮರುಸ್ಥಾಪಿಸಬೇಕಿದೆ ಎಂದು ಅವರು ಹೇಳಿದರು. ಸುಮಾರು 50 ವಿಶ್ವ ನಾಯಕರು ಭಾಗವಹಿಸುವ ನಿರೀಕ್ಷೆಯಿದೆ. ರಷ್ಯಾ-ಉಕ್ರೇನ್ ಯುದ್ಧ, ಪಶ್ಚಿಮ ಮತ್ತು ಚೀನಾ ನಡುವಿನ ಉದ್ವಿಗ್ನತೆ, ಹಾಗೆಯೇ ಸಂಭಾವ್ಯ ಇರಾನ್-ಅಮೆರಿಕ ಘರ್ಷಣೆ ಮತ್ತು ಇತರ ವಿಷಯಗಳ ಕುರಿತು ಸಮ್ಮೇಳನದಲ್ಲಿ ಚರ್ಚಿಸಲಾಗುವುದು ಎಂದು ಮಾಹಿತಿ ನೀಡಿದ್ದಾರೆ. bbox=[961, 1908, 1495, 2040]
dome-shape bbox=[825, 246, 927, 320]
column-rule bbox=[404, 139, 405, 2344]
article-body: ಗ್ರೇಟರ್ ನೋಯ್ಡಾ,ಫೆ.14:ಗ್ರೇಟರ್ ನೋಯ್ಡಾದ ಖಾಸಗಿ ರೋಗನಿರ್ಣಯ ಕೇಂದ್ರದಲ್ಲಿ ಎಂಆರ್ ಐ ಸ್ಕ್ಯಾನಿಂಗ್ ಸಮಯದಲ್ಲಿ ಆರು ವರ್ಷದ ಬಾಲಕನೊಬ್ಬ ಸಾವನ್ನಪ್ಪಿದ್ದಾನೆ ಎಂದು ಪೊಲೀಸರು ಶುಕ್ರವಾರ ತಿಳಿಸಿದ್ದಾರೆ. ಘಟನೆಯ ಬಗ್ಗೆ ತನಿಖೆಗೆ ಆದೇಶಿಸಲಾಗಿದೆ ಮತ್ತು ವೈದ್ಯಕೀಯ ನಿರ್ಲಕ್ಷ್ಯದ ಕೋನದಿಂದ ಪ್ರಕರಣವನ್ನು ಪರಿಶೀಲಿಸಲಾಗುತ್ತಿದೆ. ಬಾಲಕನಿಗೆ ಅರಿವಳಿಕೆ ನೀಡಿದ ನಂತರ ಸ್ಕ್ಯಾನಿಂಗ್ ನಡೆಸಲಾಗಿತ್ತು. ಸ್ಕ್ಯಾನಿಂಗ್ ಸಮಯದಲ್ಲಿ ಆತನ ಸ್ಥಿತಿ ಹದಗೆಟ್ಟಿತು ಎಂದು ಕುಟುಂಬಸ್ಥರು ಆರೋಪಿಸಿದ್ದಾರೆ. ಗುರುವಾರ ಸಂಜೆ 4 ಗಂಟೆಗೆ ಬಾಲಕನನ್ನು ಕರೆತರಲಾಗಿತ್ತು. ಸುಮಾರು 15-20 ದಿನಗಳ ಹಿಂದೆ ಸೌಮ್ಯ ರೋಗಲಕ್ಷಣ ಕಾಣಿಸಿಕೊಂಡಿತ್ತು. "ಸ್ಕ್ಯಾನ್ ದಿನದಂದು ಅವನು ಸಂಪೂರ್ಣವಾಗಿ ಸಾಮಾನ್ಯನಾಗಿದ್ದ" ಎಂದು ಕುಟುಂಬಸ್ಥರು ಹೇಳಿದ್ದಾರೆ. ಕಾರ್ಯವಿಧಾನದ ಸಮಯದಲ್ಲಿ ತೊಡಕುಗಳು ಕಂಡುಬಂದ ನಂತರ ಬಾಲಕನನ್ನು ಆಸ್ಪತ್ರೆಗೆ ಸ್ಥಳಾಂತರಿಸಲಾಯಿತು, ಅಲ್ಲಿ ವೈದ್ಯರು ಆತನನ್ನು ಮೃತ ಎಂದು ಘೋಷಿಸಿದರು. ಕುಟುಂಬಸ್ಥರು ರೋಗನಿರ್ಣಯ ಕೇಂದ್ರದ ವಿರುದ್ಧ ದೂರು ನೀಡಿದ್ದು, ತಪ್ಪಿತಸ್ಥರ ವಿರುದ್ಧ ಕಠಿಣ ಕ್ರಮಕ್ಕೆ ಆಗ್ರಹಿಸಿದ್ದಾರೆ. ಮರಣೋತ್ತರ ಪರೀಕ್ಷೆಯ ವರದಿ ಬಂದ ನಂತರ ಸಾವಿನ ನಿಖರ ಕಾರಣ ತಿಳಿಯಲಿದೆ ಎಂದು ಪೊಲೀಸರು ತಿಳಿಸಿದ್ದಾರೆ. bbox=[415, 1908, 939, 2099]
registration-dot bbox=[70, 2362, 83, 2375]
registration-dot bbox=[1395, 2362, 1408, 2375]
body-shape bbox=[1266, 1355, 1405, 1447]
ad-contact: ಬೆಂಗಳೂರು | ಜಾಹೀರಾತಿಗಾಗಿ ಸಂಪರ್ಕಿಸಿ - 94498 71825 bbox=[1164, 10, 1452, 27]
registration-dot bbox=[87, 2362, 100, 2375]
headline: ಸುಪ್ರೀಂ ಮೆಟ್ಟಿಲೇರಿದ ಬೆಂಗಳೂರಿನ ಲಿವ್-ಇನ್ ಪ್ರಕರಣ bbox=[415, 155, 1307, 215]
article-jatre bbox=[37, 719, 394, 1330]
registration-dot bbox=[1362, 2362, 1375, 2375]
registration-dot bbox=[1412, 2362, 1425, 2375]
article-body: ವೆಂಡರ್ಸ್ ಮತ್ತು ಇತರ ತೀರ್ಪುಗಾರರ ಸದಸ್ಯರು ಮಾಡಿದ "ಆಕ್ಷೇಪಾರ್ಹ" ಹೇಳಿಕೆಗಳು "ತೀವ್ರ ವಿಷಾದದಿಂದ ಹಿಂದೆ ಸರಿಯುವಂತೆ" ಮಾಡಿದೆ ಎಂದು ಅವರು ಹೇಳಿದರು. "ಕಲೆ ರಾಜಕೀಯವಾಗಿರಬಾರದು ಎಂದು ಅವರು ಹೇಳುವುದನ್ನು ಕೇಳುವುದು ದವಡೆ ಬೀಳುವಂತಿದೆ" ಎಂದು ರಾಯ್ ಹೇಳಿಕೆಯಲ್ಲಿ ತಿಳಿಸಿದ್ದಾರೆ. ಗಾಜಾದಲ್ಲಿ ಇಸ್ರೇಲ್ ನ ಕ್ರಮಗಳನ್ನು "ನರಮೇಧ" ಎಂದು ಕರೆದಿದ್ದಾರೆ. "ನಮ್ಮ ಕಾಲದ ಶ್ರೇಷ್ಠ ಚಲನಚಿತ್ರ ನಿರ್ಮಾಪಕರು ಈ ರೀತಿ ಹೇಳುವುದು ನನ್ನನ್ನು ದಿಗ್ಭ್ರಮೆಗೊಳಿಸಿದೆ" ಎಂದು ಅವರು ಹೇಳಿದರು. bbox=[1228, 1456, 1495, 1627]
article-greenland bbox=[961, 1860, 1495, 2347]
brand-part-2: ವಾಣಿ bbox=[776, 4, 851, 47]
supreme-court-photo bbox=[685, 232, 1102, 500]
date-kannada: ಶನಿವಾರ 14 ಫೆಬ್ರವರಿ 2026 bbox=[44, 32, 183, 49]
registration-dot bbox=[1328, 2362, 1341, 2375]
article-body: ವಾಷಿಂಗ್ಟನ್, ಫೆ.14:- ಇರಾನ್ ನ ಪರಮಾಣು ಕಾರ್ಯಕ್ರಮದ ಬಗ್ಗೆ ನಿರಂತರ ಮಾತುಕತೆಗಳ ನಡುವೆ ಉದ್ವಿಗ್ನತೆ ಹೆಚ್ಚುತ್ತಿರುವುದರಿಂದ ಅಮೆರಿಕ ಮಧ್ಯಪ್ರಾಚ್ಯಕ್ಕೆ ಎರಡನೇ ವಿಮಾನವಾಹಕ ನೌಕೆಯನ್ನು ಕಳುಹಿಸಲಿದೆ ಎಂದು ಅಧ್ಯಕ್ಷ ಡೊನಾಲ್ಡ್ ಟ್ರಂಪ್ ದೃಢಪಡಿಸಿದ್ದಾರೆ. 79 ವರ್ಷದ ಅಮೆರಿಕ ಅಧ್ಯಕ್ಷರ ಹೇಳಿಕೆಯು ಇರಾನ್ ವಿರುದ್ಧ ಸಂಭಾವ್ಯ ಮಿಲಿಟರಿ ಕ್ರಮವನ್ನು ಅಮೆರಿಕ ಪರಿಗಣಿಸುತ್ತಿದೆ ಎಂಬುದನ್ನು ಸೂಚಿಸುತ್ತದೆ. ಸುಮಾರು ಎರಡು ವಾರಗಳ ಹಿಂದೆ ಯುಎಸ್ ಎಸ್ ಅಬ್ರಹಾಂ ಲಿಂಕನ್ ಅನ್ನು ಈ ಪ್ರದೇಶಕ್ಕೆ ನಿಯೋಜಿಸಲಾಗಿತ್ತು. ಯುಎಸ್ಎಸ್ ಜೆರಾಲ್ಡ್ ಆರ್ ಫೋರ್ಡ್ ಅನ್ನು ನಿಯೋಜಿಸಲಿದೆ. "ನಾವು ಒಪ್ಪಂದ ಮಾಡಿಕೊಳ್ಳದಿದ್ದರೆ, ನಮಗೆ ಅದು ಬೇಕಾಗುತ್ತದೆ" ಎಂದು ಟ್ರಂಪ್ ಹೇಳಿದರು. "ಅದು ಶೀಘ್ರದಲ್ಲೇ ಹೊರಡುತ್ತದೆ." ಅವರು ಇರಾನ್ ನಲ್ಲಿ ಆಡಳಿತ ಬದಲಾವಣೆಗೆ ಕರೆ ನೀಡಿದ್ದಾರೆ. 47 ವರ್ಷಗಳಿಂದ ಇರಾನ್ ನೊಂದಿಗೆ ಮಾತುಕತೆ ನಡೆಯುತ್ತಿದೆ ಎಂದು ಅವರು ಹೇಳಿದರು. ಕಳೆದ ತಿಂಗಳು ನಡೆದ ಪ್ರತಿಭಟನೆಗಳ ಮೇಲಿನ ದಮನದಲ್ಲಿ ಸಾವಿರಾರು ಜನರು ಸಾವನ್ನಪ್ಪಿದ್ದಾರೆ ಎಂದು ವರದಿಗಳು ತಿಳಿಸಿವೆ. bbox=[961, 821, 1495, 992]
registration-dot bbox=[54, 2362, 67, 2375]
color-registration-left bbox=[37, 2361, 204, 2378]
article-live-in-col2 bbox=[685, 510, 1102, 713]
divider bbox=[415, 719, 1495, 721]
